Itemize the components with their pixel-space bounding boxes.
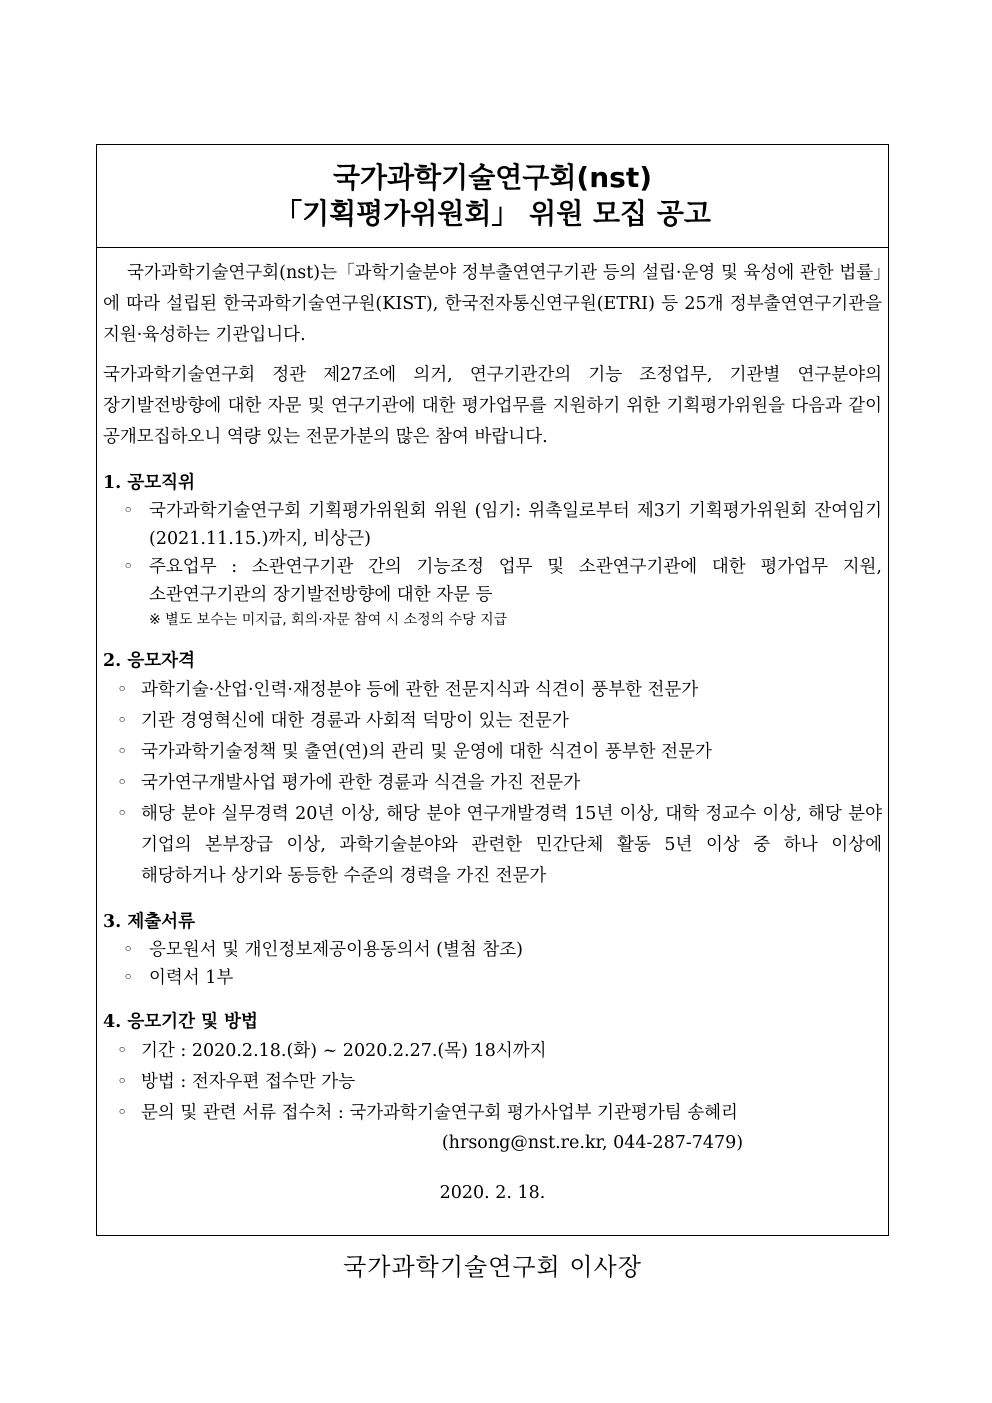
list-item-text: 국가연구개발사업 평가에 관한 경륜과 식견을 가진 전문가 <box>141 773 581 793</box>
list-item-text: 기관 경영혁신에 대한 경륜과 사회적 덕망이 있는 전문가 <box>141 711 569 731</box>
list-item-text: 이력서 1부 <box>149 968 234 988</box>
section-heading-qualifications: 2. 응모자격 <box>103 651 195 671</box>
bullet: ◦ <box>117 742 128 762</box>
bullet: ◦ <box>123 968 134 988</box>
list-item-text: 응모원서 및 개인정보제공이용동의서 (별첨 참조) <box>149 940 524 960</box>
list-item-text: 국가과학기술연구회 기획평가위원회 위원 (임기: 위촉일로부터 제3기 기획평가위원회 잔여임기(2021.11.15.)까지, 비상근) <box>149 501 882 549</box>
intro-paragraph-1: 국가과학기술연구회(nst)는「과학기술분야 정부출연연구기관 등의 설립·운영 및 육성에 관한 법률」에 따라 설립된 한국과학기술연구원(KIST), 한국전자통신연구원(ETRI) 등 25개 정부출연연구기관을 지원·육성하는 기관입니다. <box>103 263 882 345</box>
compensation-note: ※ 별도 보수는 미지급, 회의·자문 참여 시 소정의 수당 지급 <box>149 612 508 628</box>
notice-title-line1: 국가과학기술연구회(nst) <box>332 161 652 194</box>
section-heading-position: 1. 공모직위 <box>103 473 195 493</box>
notice-frame <box>96 144 889 1281</box>
list-item-text: 국가과학기술정책 및 출연(연)의 관리 및 운영에 대한 식견이 풍부한 전문가 <box>141 742 712 762</box>
contact-info: (hrsong@nst.re.kr, 044-287-7479) <box>441 1133 744 1153</box>
intro-paragraph-2: 국가과학기술연구회 정관 제27조에 의거, 연구기관간의 기능 조정업무, 기관별 연구분야의 장기발전방향에 대한 자문 및 연구기관에 대한 평가업무를 지원하기 위한 기획평가위원을 다음과 같이 공개모집하오니 역량 있는 전문가분의 많은 참여 바랍니다. <box>103 365 882 447</box>
list-item <box>103 675 882 706</box>
list-item <box>103 553 882 609</box>
list-item <box>103 1098 882 1129</box>
list-item-text: 방법 : 전자우편 접수만 가능 <box>141 1072 356 1092</box>
list-item <box>103 799 882 892</box>
notice-date: 2020. 2. 18. <box>439 1183 546 1203</box>
bullet: ◦ <box>123 501 134 521</box>
list-item <box>103 768 882 799</box>
bullet: ◦ <box>117 1072 128 1092</box>
list-item-text: 문의 및 관련 서류 접수처 : 국가과학기술연구회 평가사업부 기관평가팀 송혜리 <box>141 1103 738 1123</box>
notice-body <box>97 248 888 1283</box>
list-item <box>103 1067 882 1098</box>
notice-title-line2: 「기획평가위원회」 위원 모집 공고 <box>274 197 711 230</box>
bullet: ◦ <box>117 1041 128 1061</box>
list-item <box>103 737 882 768</box>
bullet: ◦ <box>117 711 128 731</box>
section-heading-period: 4. 응모기간 및 방법 <box>103 1012 258 1032</box>
signature: 국가과학기술연구회 이사장 <box>343 1253 642 1281</box>
section-heading-documents: 3. 제출서류 <box>103 912 195 932</box>
list-item <box>103 497 882 553</box>
list-item <box>103 1036 882 1067</box>
bullet: ◦ <box>117 804 128 824</box>
list-item-text: 과학기술·산업·인력·재정분야 등에 관한 전문지식과 식견이 풍부한 전문가 <box>141 680 699 700</box>
list-item <box>103 964 882 992</box>
bullet: ◦ <box>117 680 128 700</box>
list-item-text: 주요업무 : 소관연구기관 간의 기능조정 업무 및 소관연구기관에 대한 평가업무 지원, 소관연구기관의 장기발전방향에 대한 자문 등 <box>149 557 882 605</box>
list-item-text: 기간 : 2020.2.18.(화) ~ 2020.2.27.(목) 18시까지 <box>141 1041 547 1061</box>
bullet: ◦ <box>117 1103 128 1123</box>
list-item <box>103 706 882 737</box>
notice-header <box>97 145 888 248</box>
list-item-text: 해당 분야 실무경력 20년 이상, 해당 분야 연구개발경력 15년 이상, 대학 정교수 이상, 해당 분야 기업의 본부장급 이상, 과학기술분야와 관련한 민간단체 활동 5년 이상 중 하나 이상에 해당하거나 상기와 동등한 수준의 경력을 가진 전문가 <box>141 804 882 886</box>
bullet: ◦ <box>123 557 134 577</box>
bullet: ◦ <box>117 773 128 793</box>
list-item <box>103 936 882 964</box>
bullet: ◦ <box>123 940 134 960</box>
